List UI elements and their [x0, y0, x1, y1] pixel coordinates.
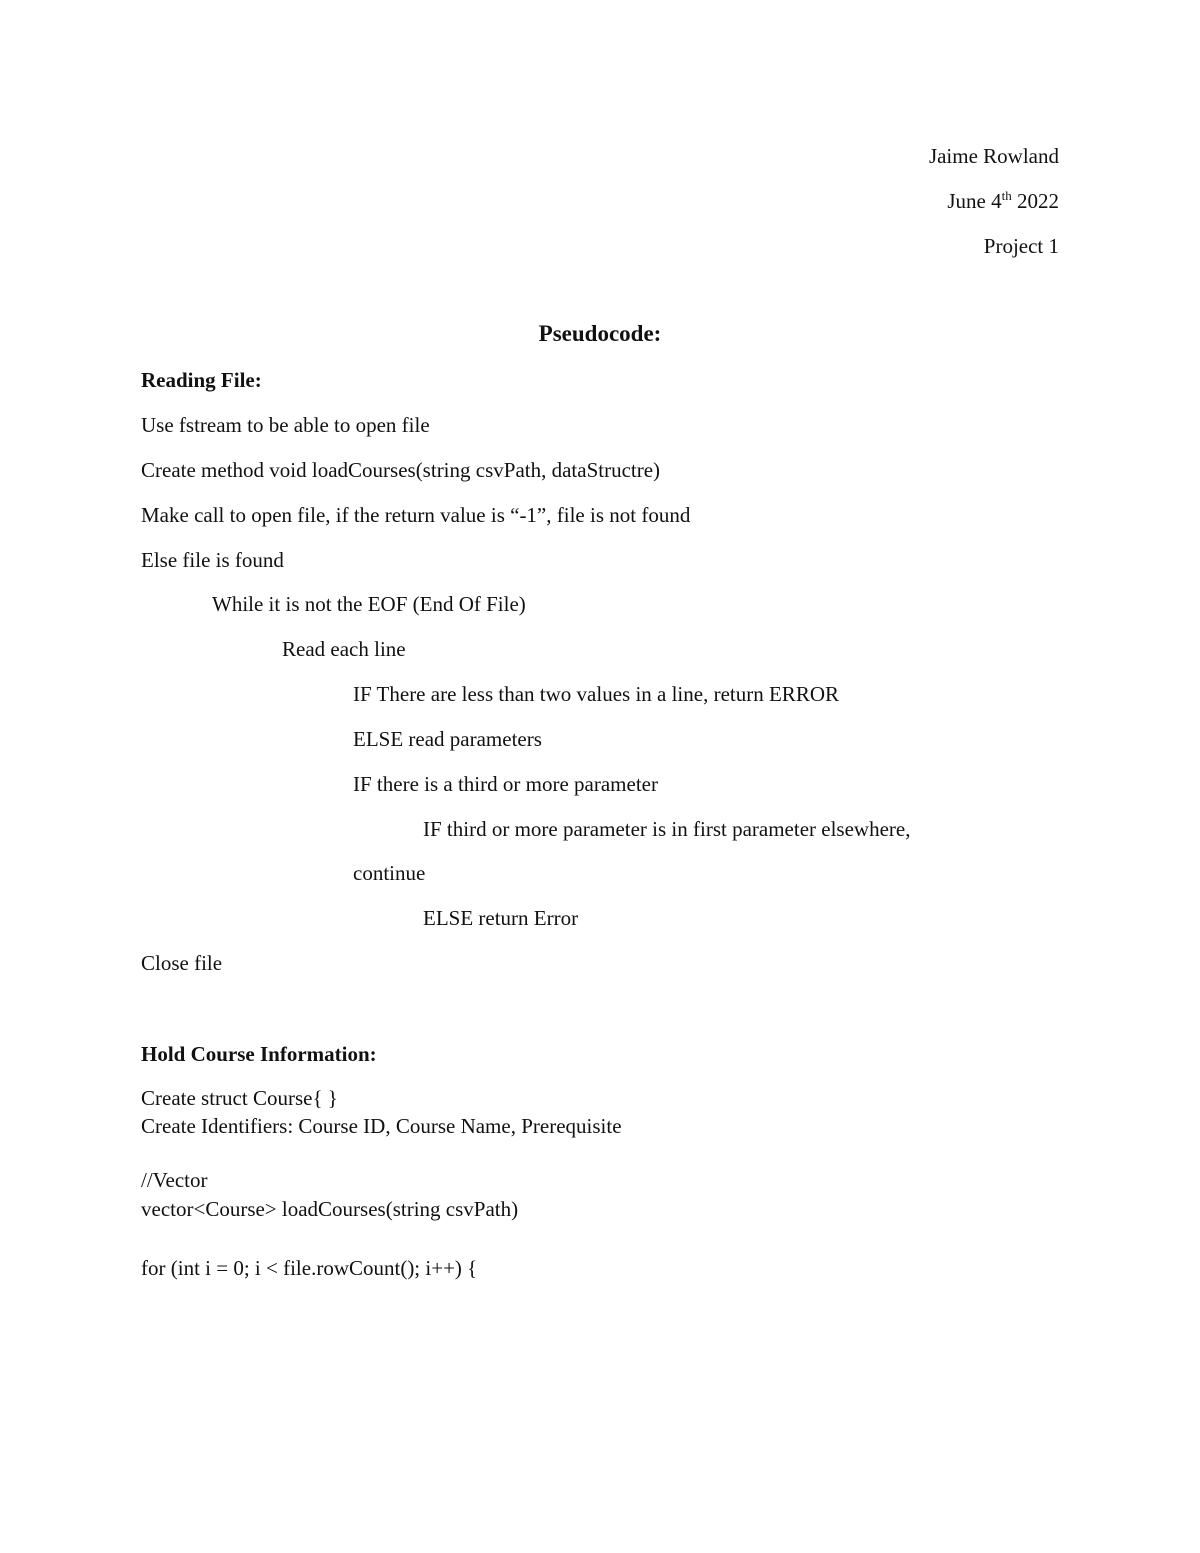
date-suffix: th: [1001, 188, 1012, 203]
reading-file-line: Create method void loadCourses(string csvPath, dataStructre): [141, 458, 661, 482]
project-label: Project 1: [983, 234, 1059, 258]
reading-file-line: Use fstream to be able to open file: [141, 413, 430, 437]
hold-course-line: vector<Course> loadCourses(string csvPath): [141, 1197, 519, 1221]
document-date: [947, 188, 1059, 214]
hold-course-line: for (int i = 0; i < file.rowCount(); i++) {: [141, 1256, 478, 1280]
date-year: 2022: [1017, 189, 1059, 213]
page-title: Pseudocode:: [538, 321, 662, 346]
reading-file-line: ELSE return Error: [423, 906, 579, 930]
hold-course-line: Create struct Course{ }: [141, 1086, 338, 1110]
reading-file-line: While it is not the EOF (End Of File): [212, 592, 526, 616]
reading-file-line: Else file is found: [141, 548, 284, 572]
reading-file-line: Close file: [141, 951, 223, 975]
reading-file-line: IF third or more parameter is in first parameter elsewhere,: [423, 817, 911, 841]
hold-course-line: //Vector: [141, 1168, 208, 1192]
reading-file-line: IF there is a third or more parameter: [353, 772, 658, 796]
reading-file-line: Make call to open file, if the return value is “-1”, file is not found: [141, 503, 691, 527]
date-month-day: June 4: [947, 189, 1002, 213]
hold-course-line: Create Identifiers: Course ID, Course Name, Prerequisite: [141, 1114, 622, 1138]
hold-course-heading: Hold Course Information:: [141, 1042, 377, 1066]
reading-file-line: IF There are less than two values in a line, return ERROR: [353, 682, 839, 706]
reading-file-line: continue: [353, 861, 426, 885]
reading-file-line: Read each line: [282, 637, 406, 661]
reading-file-line: ELSE read parameters: [353, 727, 542, 751]
author-name: Jaime Rowland: [928, 144, 1059, 168]
reading-file-heading: Reading File:: [141, 368, 262, 392]
